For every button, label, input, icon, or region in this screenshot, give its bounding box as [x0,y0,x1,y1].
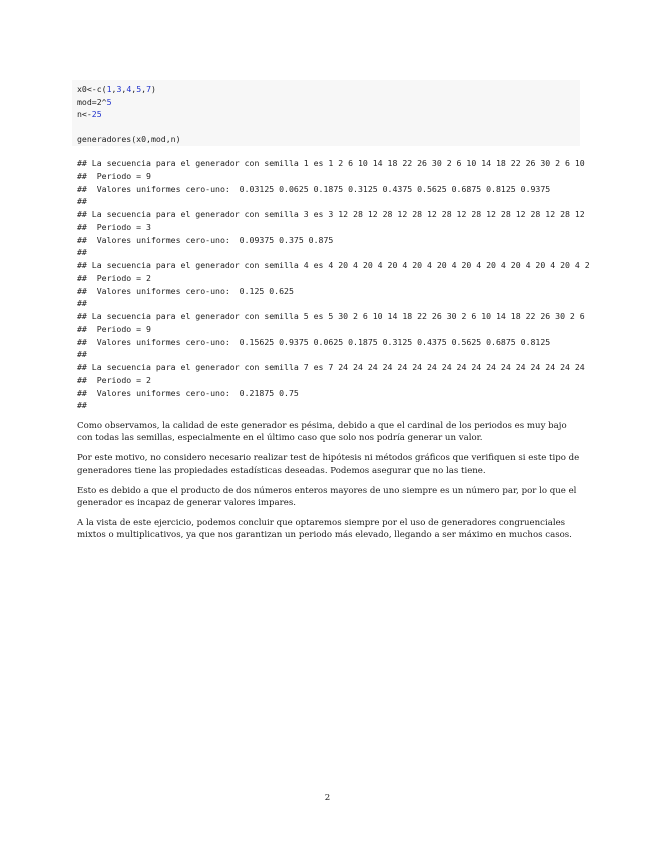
code-number: 1 [106,84,112,94]
code-line-x0: x0<-c(1,3,4,5,7) [77,84,156,94]
output-line: ## Valores uniformes cero-uno: 0.09375 0.375 0.875 [77,234,334,245]
output-line: ## Valores uniformes cero-uno: 0.125 0.625 [77,285,294,296]
output-line: ## [77,400,87,411]
output-line: ## Valores uniformes cero-uno: 0.21875 0.75 [77,387,299,398]
code-line-call: generadores(x0,mod,n) [77,134,181,145]
paragraph: A la vista de este ejercicio, podemos concluir que optaremos siempre por el uso de generadores congruenciales mixtos o multiplicativos, ya que nos garantizan un periodo más elevado, llegando a ser máximo en muchos casos. [77,518,572,541]
code-number: 5 [106,96,112,107]
output-line: ## Valores uniformes cero-uno: 0.03125 0.0625 0.1875 0.3125 0.4375 0.5625 0.6875 0.8125 0.9375 [77,183,551,194]
code-line-blank [77,121,580,134]
code-number: 4 [126,84,132,94]
output-line: ## La secuencia para el generador con semilla 4 es 4 20 4 20 4 20 4 20 4 20 4 20 4 20 4 20 4 20 4 20 4 2 [77,260,590,270]
code-number: 25 [91,109,102,120]
output-line: ## Periodo = 9 [77,323,151,334]
code-text: mod=2^ [77,96,107,107]
output-line: ## La secuencia para el generador con semilla 5 es 5 30 2 6 10 14 18 22 26 30 2 6 10 14 18 22 26 30 2 6 [77,311,585,321]
output-line: ## La secuencia para el generador con semilla 3 es 3 12 28 12 28 12 28 12 28 12 28 12 28 12 28 12 28 12 [77,209,585,219]
body-text [77,420,581,550]
output-line: ## La secuencia para el generador con semilla 7 es 7 24 24 24 24 24 24 24 24 24 24 24 24 24 24 24 24 24 [77,362,585,372]
output-line: ## La secuencia para el generador con semilla 1 es 1 2 6 10 14 18 22 26 30 2 6 10 14 18 22 26 30 2 6 10 [77,158,585,168]
code-text: x0<-c( [77,84,107,94]
code-number: 7 [146,84,152,94]
code-block [72,80,580,146]
code-number: 3 [116,84,122,94]
paragraph: Esto es debido a que el producto de dos números enteros mayores de uno siempre es un número par, por lo que el generador es incapaz de generar valores impares. [77,485,577,509]
code-line-n [77,108,580,121]
output-line: ## [77,298,87,309]
output-line: ## [77,349,87,360]
paragraph: Por este motivo, no considero necesario realizar test de hipótesis ni métodos gráficos que verifiquen si este tipo de generadores tiene las propiedades estadísticas deseadas. Podemos asegurar que no las tiene. [77,453,580,476]
code-text: ) [151,84,156,94]
paragraph: Como observamos, la calidad de este generador es pésima, debido a que el cardinal de los periodos es muy bajo con todas las semillas, especialmente en el último caso que solo nos podría generar un valor. [77,421,567,444]
output-line: ## [77,196,87,207]
output-line: ## Periodo = 2 [77,272,151,283]
output-line: ## Periodo = 2 [77,374,151,385]
output-line: ## [77,247,87,258]
code-line-mod [77,96,580,109]
page-number: 2 [324,793,331,803]
code-text: n<- [77,109,92,120]
output-line: ## Periodo = 9 [77,170,151,181]
output-line: ## Valores uniformes cero-uno: 0.15625 0.9375 0.0625 0.1875 0.3125 0.4375 0.5625 0.6875 0.8125 [77,336,551,347]
code-number: 5 [136,84,142,94]
console-output [77,157,655,412]
output-line: ## Periodo = 3 [77,221,151,232]
